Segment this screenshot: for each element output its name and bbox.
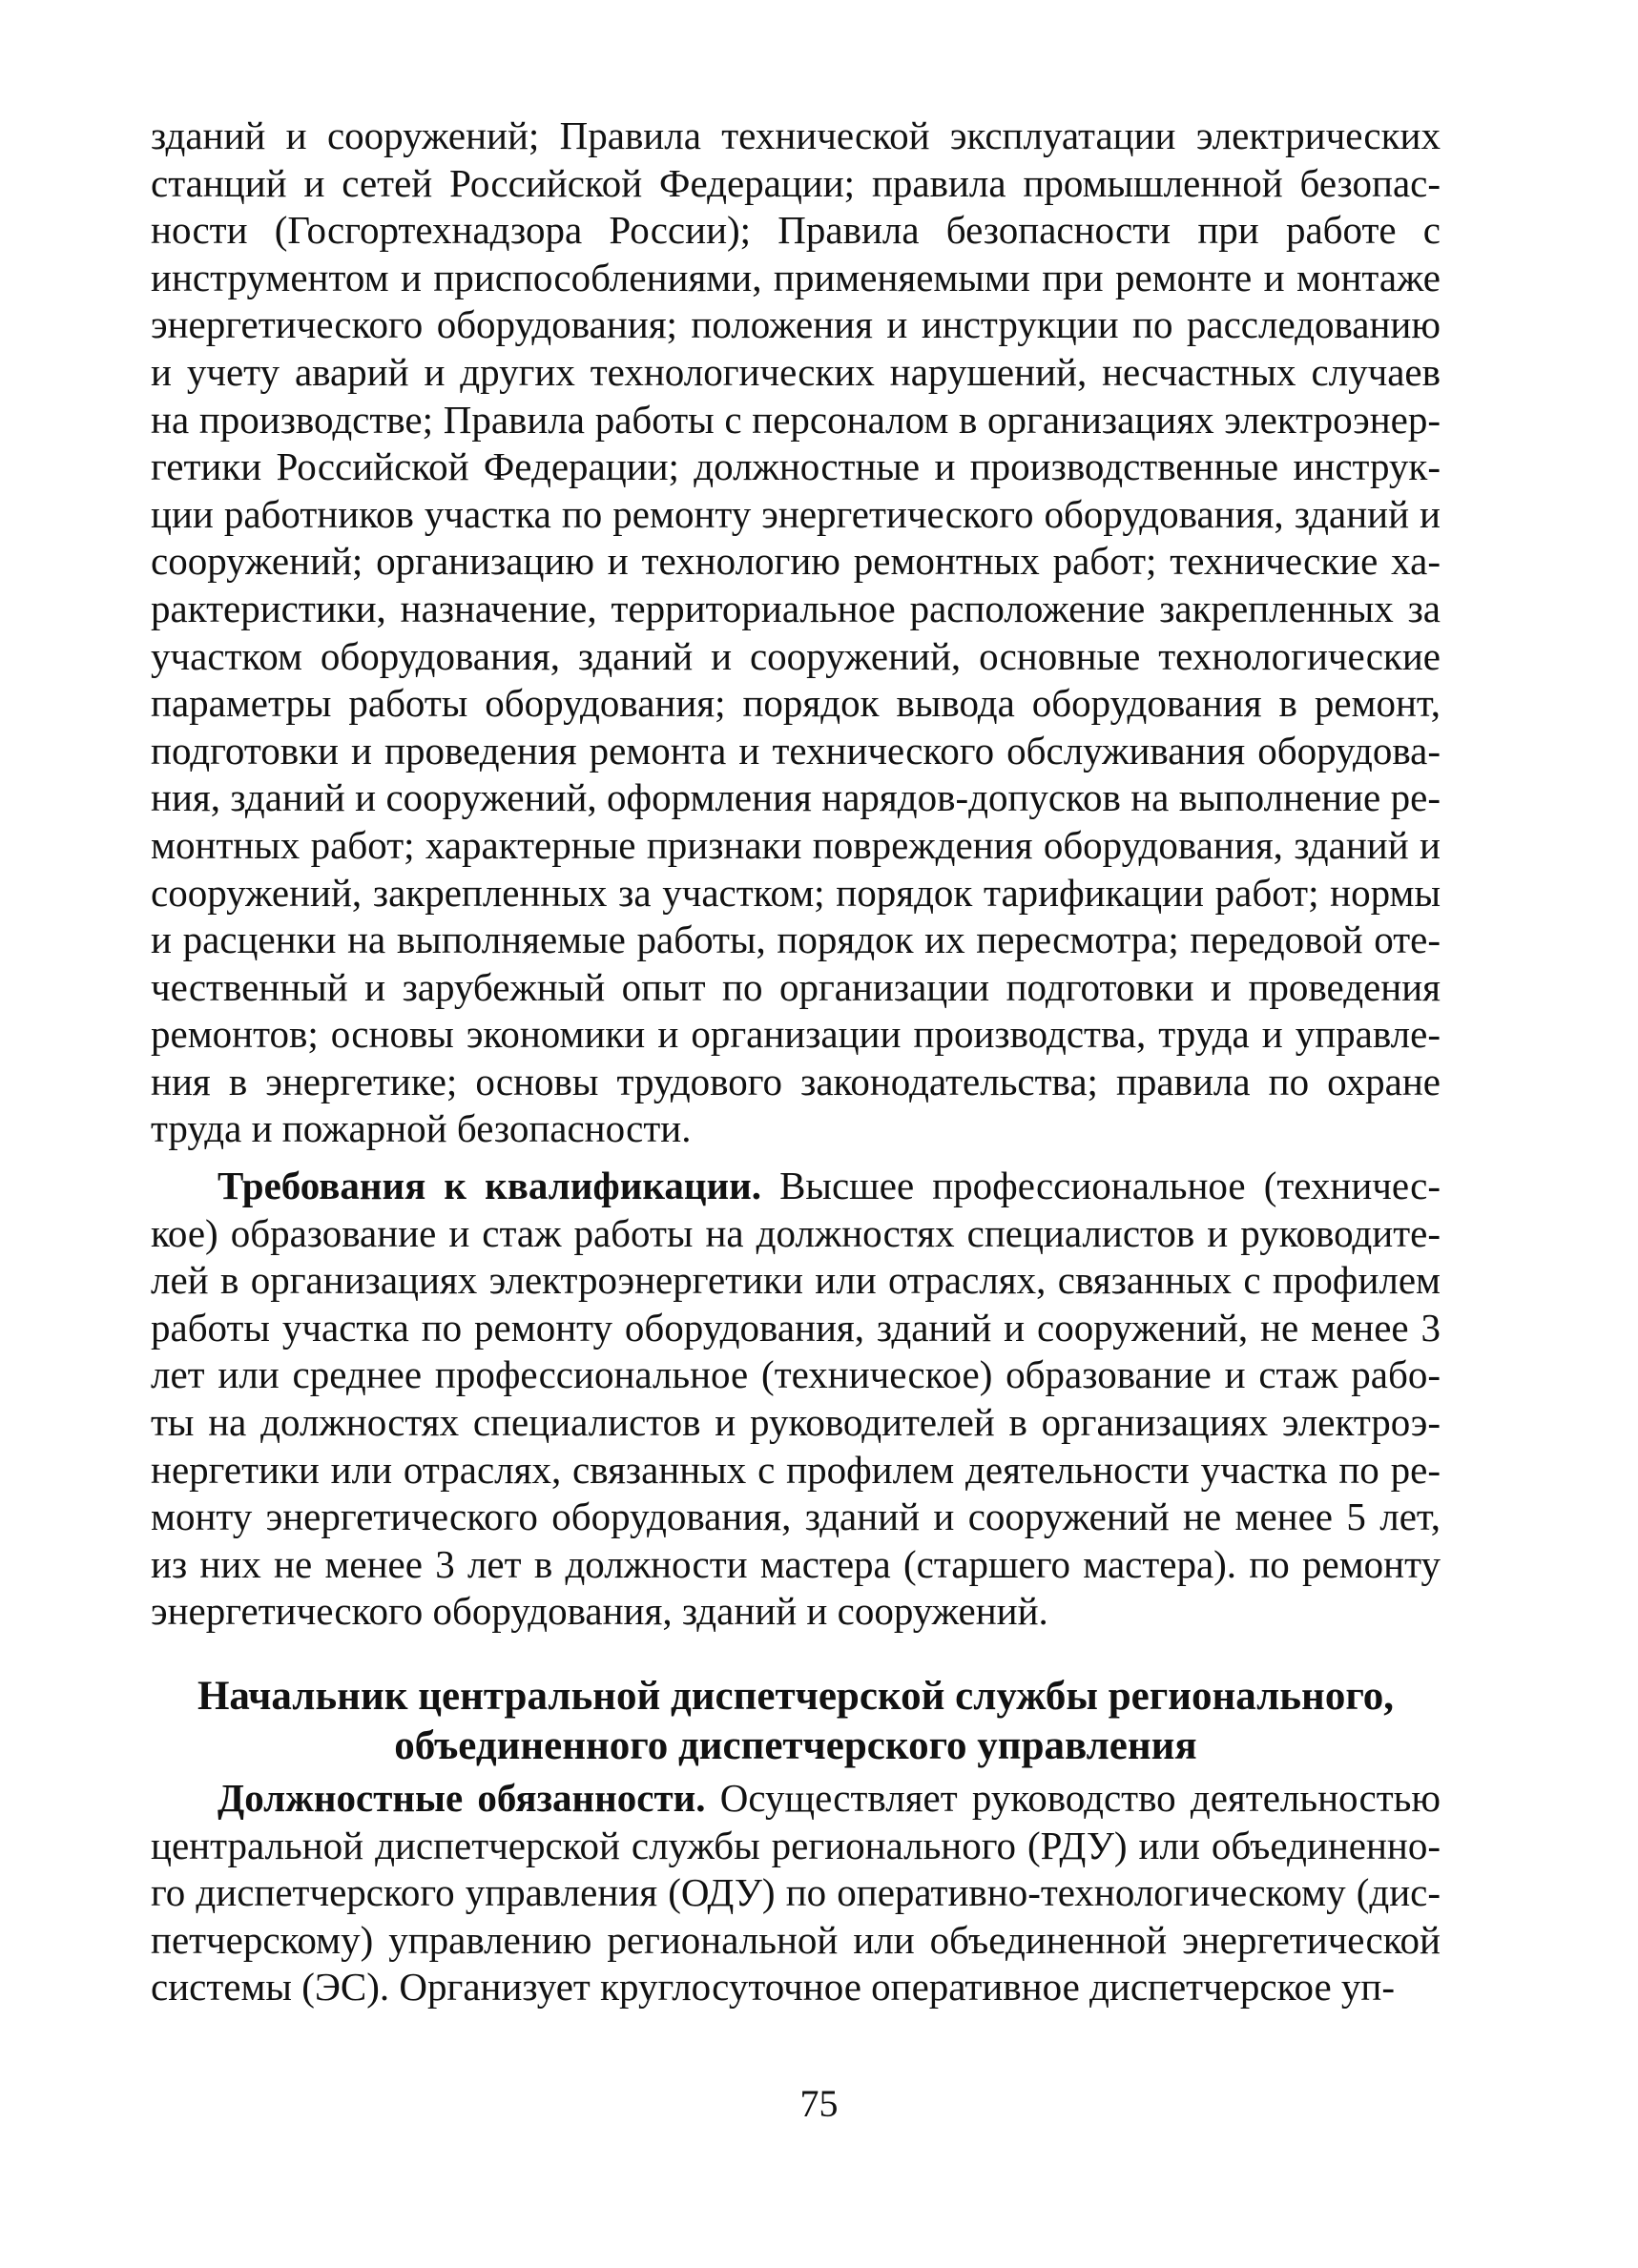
section-title — [151, 1672, 1441, 1771]
qualification-lead: Требования к квалификации. — [218, 1164, 761, 1208]
document-page — [151, 113, 1441, 2011]
qualification-text: Высшее профессиональное (техническое) образование и стаж работы на должностях специалистов и руководителей в организациях электроэнергетики или отраслях, связанных с профилем работы участка по ремонту оборудования, зданий и сооружений, не менее 3 лет или среднее профессиональное (техническое) образование и стаж работы на должностях специалистов и руководителей в организациях электроэнергетики или отраслях, связанных с профилем деятельности участка по ремонту энергетического оборудования, зданий и сооружений не менее 5 лет, из них не менее 3 лет в должности мастера (старшего мастера). по ремонту энергетического оборудования, зданий и сооружений. — [151, 1164, 1441, 1634]
section-title-line-1: Начальник центральной диспетчерской службы регионального, — [197, 1674, 1395, 1719]
duties-text: Осуществляет руководство деятельностью центральной диспетчерской службы регионального (РДУ) или объединенного диспетчерского управления (ОДУ) по оперативно-технологическому (диспетчерскому) управлению региональной или объединенной энергетической системы (ЭС). Организует круглосуточное оперативное диспетчерское уп- — [151, 1776, 1441, 2010]
section-title-line-2: объединенного диспетчерского управления — [394, 1723, 1197, 1768]
page-number: 75 — [799, 2082, 839, 2125]
duties-paragraph — [151, 1775, 1441, 2011]
continuation-paragraph: зданий и сооружений; Правила технической эксплуатации электрических станций и сетей Российской Федерации; правила промышленной безопасности (Госгортехнадзора России); Правила безопасности при работе с инструментом и приспособлениями, применяемыми при ремонте и монтаже энергетического оборудования; положения и инструкции по расследованию и учету аварий и других технологических нарушений, несчастных случаев на производстве; Правила работы с персоналом в организациях электроэнергетики Российской Федерации; должностные и производственные инструкции работников участка по ремонту энергетического оборудования, зданий и сооружений; организацию и технологию ремонтных работ; технические характеристики, назначение, территориальное расположение закрепленных за участком оборудования, зданий и сооружений, основные технологические параметры работы оборудования; порядок вывода оборудования в ремонт, подготовки и проведения ремонта и технического обслуживания оборудования, зданий и сооружений, оформления нарядов-допусков на выполнение ремонтных работ; характерные признаки повреждения оборудования, зданий и сооружений, закрепленных за участком; порядок тарификации работ; нормы и расценки на выполняемые работы, порядок их пересмотра; передовой отечественный и зарубежный опыт по организации подготовки и проведения ремонтов; основы экономики и организации производства, труда и управления в энергетике; основы трудового законодательства; правила по охране труда и пожарной безопасности. — [151, 113, 1441, 1151]
qualification-paragraph — [151, 1163, 1441, 1636]
duties-lead: Должностные обязанности. — [218, 1776, 706, 1820]
